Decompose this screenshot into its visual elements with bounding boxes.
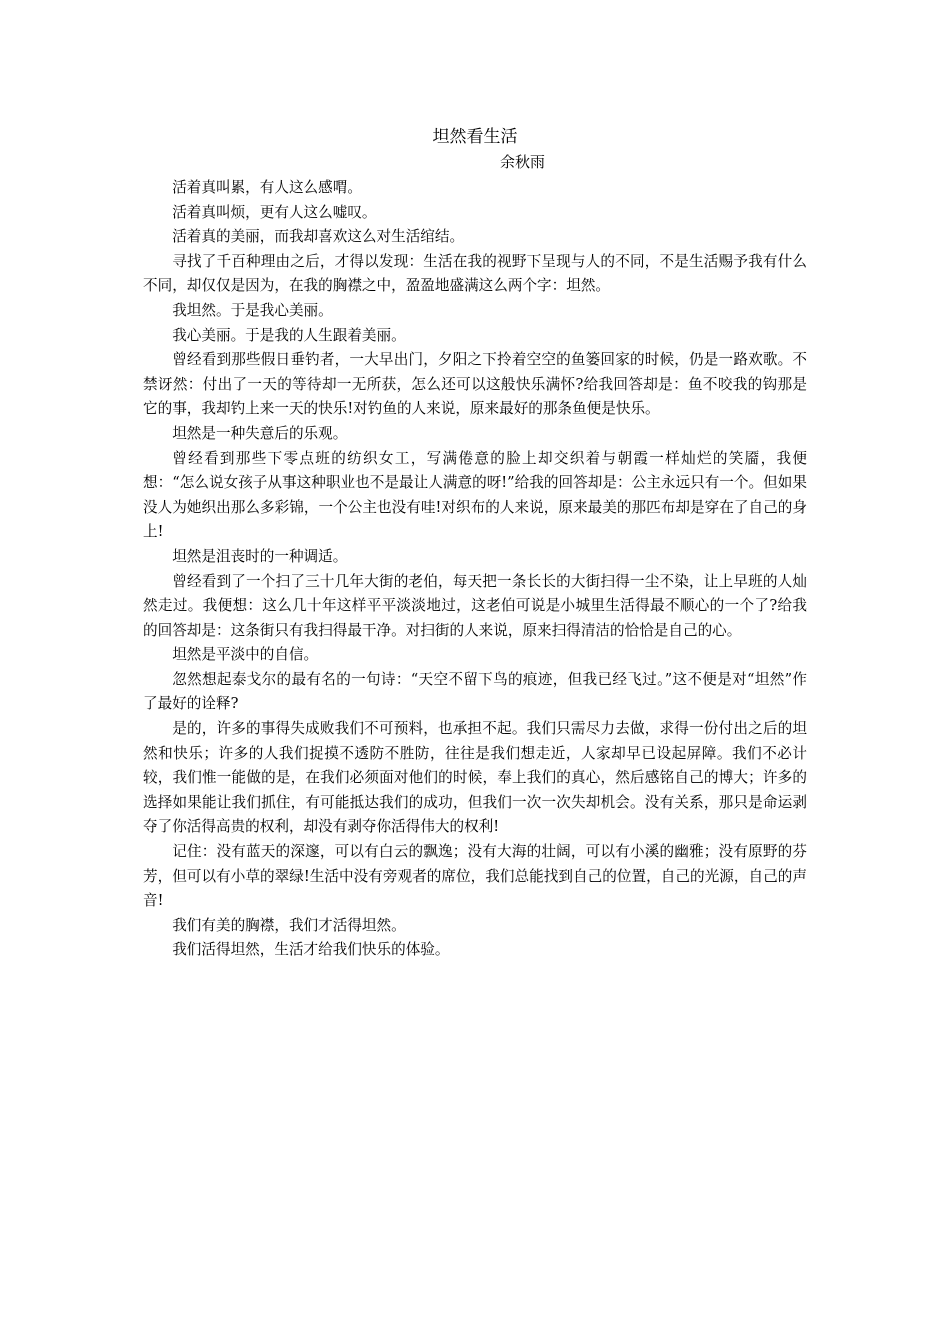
paragraph: 我们活得坦然，生活才给我们快乐的体验。 xyxy=(172,941,450,959)
paragraph: 曾经看到那些下零点班的纺织女工，写满倦意的脸上却交织着与朝霞一样灿烂的笑靥，我便想：“怎么说女孩子从事这种职业也不是最让人满意的呀!”给我的回答却是：公主永远只有一个。但如果没人为她织出那么多彩锦，一个公主也没有哇!对织布的人来说，原来最美的那匹布却是穿在了自己的身上! xyxy=(143,449,807,541)
document-author: 余秋雨 xyxy=(499,153,545,171)
paragraph: 坦然是一种失意后的乐观。 xyxy=(172,424,348,442)
document-page xyxy=(143,124,807,963)
paragraph: 活着真的美丽，而我却喜欢这么对生活绾结。 xyxy=(172,228,465,246)
paragraph: 是的，许多的事得失成败我们不可预料，也承担不起。我们只需尽力去做，求得一份付出之后的坦然和快乐；许多的人我们捉摸不透防不胜防，往往是我们想走近，人家却早已设起屏障。我们不必计较，我们惟一能做的是，在我们必须面对他们的时候，奉上我们的真心，然后感铭自己的博大；许多的选择如果能让我们抓住，有可能抵达我们的成功，但我们一次一次失却机会。没有关系，那只是命运剥夺了你活得高贵的权利，却没有剥夺你活得伟大的权利! xyxy=(143,720,807,836)
paragraph: 活着真叫烦，更有人这么嘘叹。 xyxy=(172,203,377,221)
paragraph: 我们有美的胸襟，我们才活得坦然。 xyxy=(172,916,406,934)
paragraph: 忽然想起泰戈尔的最有名的一句诗：“天空不留下鸟的痕迹，但我已经飞过。”这不便是对“坦然”作了最好的诠释? xyxy=(143,670,807,713)
document-title: 坦然看生活 xyxy=(432,127,518,147)
paragraph: 活着真叫累，有人这么感喟。 xyxy=(172,179,362,196)
paragraph: 曾经看到了一个扫了三十几年大街的老伯，每天把一条长长的大街扫得一尘不染，让上早班的人灿然走过。我便想：这么几十年这样平平淡淡地过，这老伯可说是小城里生活得最不顺心的一个了?给我的回答却是：这条街只有我扫得最干净。对扫街的人来说，原来扫得清洁的恰恰是自己的心。 xyxy=(143,572,807,639)
paragraph: 我心美丽。于是我的人生跟着美丽。 xyxy=(172,326,406,344)
document-body xyxy=(143,176,807,963)
paragraph: 坦然是沮丧时的一种调适。 xyxy=(172,547,348,565)
paragraph: 寻找了千百种理由之后，才得以发现：生活在我的视野下呈现与人的不同，不是生活赐予我有什么不同，却仅仅是因为，在我的胸襟之中，盈盈地盛满这么两个字：坦然。 xyxy=(143,252,807,295)
paragraph: 坦然是平淡中的自信。 xyxy=(172,646,319,664)
paragraph: 记住：没有蓝天的深邃，可以有白云的飘逸；没有大海的壮阔，可以有小溪的幽雅；没有原野的芬芳，但可以有小草的翠绿!生活中没有旁观者的席位，我们总能找到自己的位置，自己的光源，自己的声音! xyxy=(143,843,807,910)
paragraph: 曾经看到那些假日垂钓者，一大早出门，夕阳之下拎着空空的鱼篓回家的时候，仍是一路欢歌。不禁讶然：付出了一天的等待却一无所获，怎么还可以这般快乐满怀?给我回答却是：鱼不咬我的钩那是它的事，我却钓上来一天的快乐!对钓鱼的人来说，原来最好的那条鱼便是快乐。 xyxy=(143,351,807,418)
paragraph: 我坦然。于是我心美丽。 xyxy=(172,301,333,319)
